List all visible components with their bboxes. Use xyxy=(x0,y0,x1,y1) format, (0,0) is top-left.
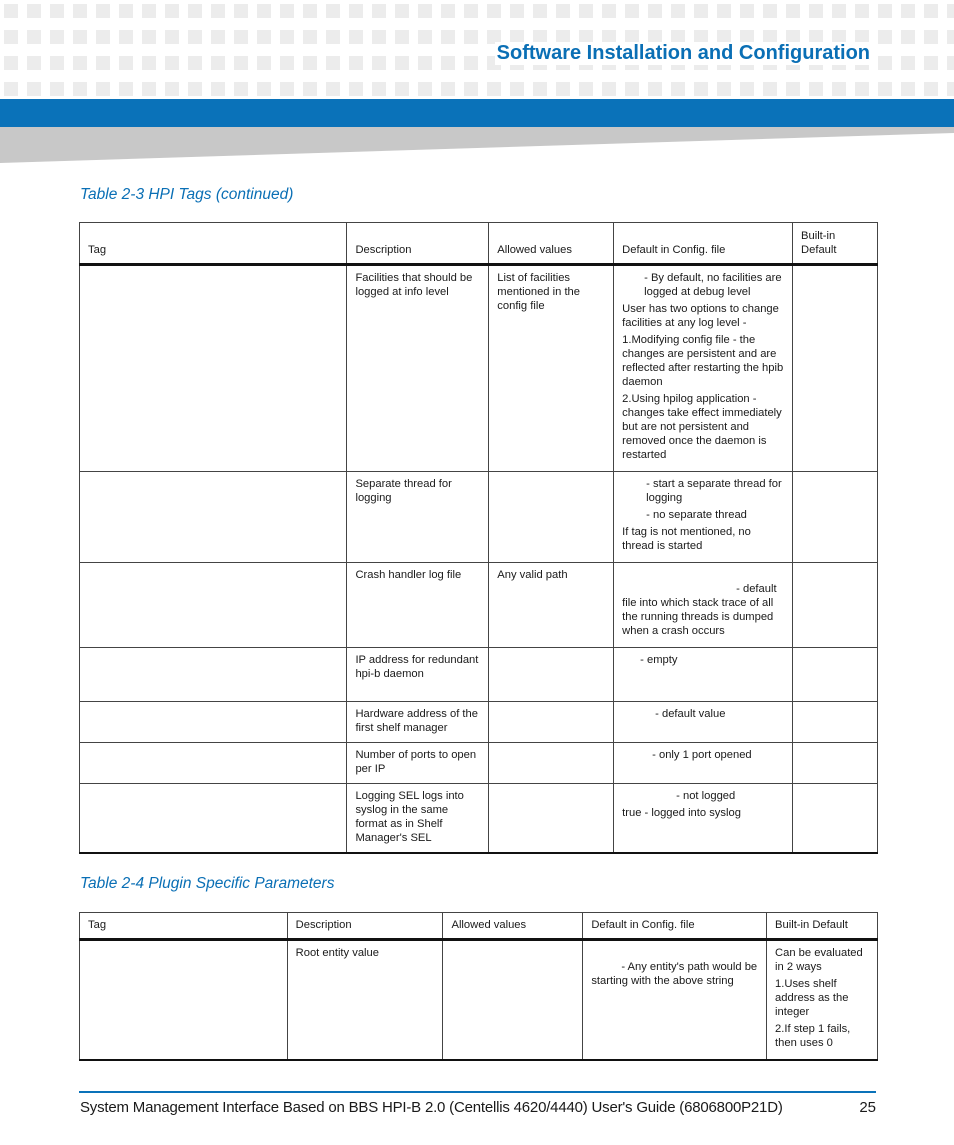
cell-default xyxy=(614,743,793,784)
cell-default xyxy=(614,648,793,702)
header-pattern-square xyxy=(234,4,248,18)
header-pattern-square xyxy=(694,4,708,18)
cell-allowed xyxy=(489,743,614,784)
cell-tag xyxy=(80,648,347,702)
cell-allowed xyxy=(489,648,614,702)
header-pattern-square xyxy=(441,82,455,96)
header-pattern-square xyxy=(487,82,501,96)
table3-col-description: Description xyxy=(347,223,489,265)
default-line: true - logged into syslog xyxy=(622,807,741,819)
header-pattern-square xyxy=(464,82,478,96)
header-pattern-square xyxy=(188,4,202,18)
header-pattern-square xyxy=(96,4,110,18)
header-pattern-square xyxy=(349,56,363,70)
default-line: - Any entity's path would be starting with the above string xyxy=(591,961,758,987)
table3-col-default: Default in Config. file xyxy=(614,223,793,265)
cell-allowed xyxy=(443,940,583,1061)
cell-builtin xyxy=(793,784,878,853)
cell-default xyxy=(614,702,793,743)
table-row xyxy=(80,265,878,472)
header-pattern-square xyxy=(349,4,363,18)
header-pattern-square xyxy=(27,4,41,18)
header-pattern-square xyxy=(395,82,409,96)
header-pattern-square xyxy=(50,82,64,96)
header-pattern-square xyxy=(234,56,248,70)
default-line: - By default, no facilities are logged at debug level xyxy=(644,272,782,298)
cell-description: Separate thread for logging xyxy=(347,472,489,563)
table3-caption: Table 2-3 HPI Tags (continued) xyxy=(80,186,294,203)
header-pattern-square xyxy=(257,4,271,18)
header-pattern-square xyxy=(671,82,685,96)
header-pattern-square xyxy=(855,4,869,18)
header-pattern-square xyxy=(280,30,294,44)
header-pattern-square xyxy=(901,30,915,44)
header-pattern-square xyxy=(4,4,18,18)
header-pattern-square xyxy=(211,56,225,70)
default-line: - not logged xyxy=(676,790,736,802)
header-pattern-square xyxy=(947,56,954,70)
table4-col-builtin: Built-in Default xyxy=(767,913,878,940)
header-pattern-square xyxy=(326,4,340,18)
header-pattern-square xyxy=(924,56,938,70)
header-pattern-square xyxy=(809,82,823,96)
header-pattern-square xyxy=(441,4,455,18)
header-pattern-square xyxy=(878,82,892,96)
header-pattern-square xyxy=(602,4,616,18)
default-line: User has two options to change facilities at any log level - xyxy=(622,303,779,329)
header-pattern-square xyxy=(303,82,317,96)
header-pattern-square xyxy=(901,56,915,70)
header-pattern-square xyxy=(326,82,340,96)
table3-col-tag: Tag xyxy=(80,223,347,265)
table-row xyxy=(80,648,878,702)
header-pattern-square xyxy=(464,30,478,44)
cell-default xyxy=(614,784,793,853)
default-line: - no separate thread xyxy=(646,509,747,521)
header-pattern-square xyxy=(441,56,455,70)
cell-builtin xyxy=(767,940,878,1061)
header-pattern-square xyxy=(4,82,18,96)
header-pattern-square xyxy=(73,56,87,70)
cell-description: Root entity value xyxy=(287,940,443,1061)
header-pattern-square xyxy=(901,4,915,18)
header-pattern-square xyxy=(142,56,156,70)
header-pattern-square xyxy=(165,82,179,96)
header-pattern-square xyxy=(119,30,133,44)
table4-caption: Table 2-4 Plugin Specific Parameters xyxy=(80,875,335,892)
header-grey-wedge xyxy=(0,127,954,163)
header-pattern-square xyxy=(50,30,64,44)
header-pattern-square xyxy=(188,56,202,70)
header-pattern-square xyxy=(372,82,386,96)
header-pattern-square xyxy=(142,4,156,18)
cell-description: Hardware address of the first shelf manager xyxy=(347,702,489,743)
default-line: - default value xyxy=(655,708,726,720)
builtin-line: Can be evaluated in 2 ways xyxy=(775,947,863,973)
table3-header-row xyxy=(80,223,878,265)
header-pattern-square xyxy=(349,30,363,44)
header-pattern-square xyxy=(349,82,363,96)
table3-col-allowed: Allowed values xyxy=(489,223,614,265)
header-pattern-square xyxy=(809,4,823,18)
header-pattern-square xyxy=(27,82,41,96)
table-row xyxy=(80,940,878,1061)
header-pattern-square xyxy=(464,4,478,18)
cell-description: Number of ports to open per IP xyxy=(347,743,489,784)
table-row xyxy=(80,702,878,743)
header-pattern-square xyxy=(165,30,179,44)
header-pattern-square xyxy=(211,82,225,96)
header-pattern-square xyxy=(694,82,708,96)
builtin-line: 2.If step 1 fails, then uses 0 xyxy=(775,1023,851,1049)
header-pattern-square xyxy=(648,4,662,18)
table-row xyxy=(80,784,878,853)
cell-description: Logging SEL logs into syslog in the same format as in Shelf Manager's SEL xyxy=(347,784,489,853)
cell-tag xyxy=(80,940,288,1061)
header-pattern-square xyxy=(165,56,179,70)
cell-description: Facilities that should be logged at info level xyxy=(347,265,489,472)
header-pattern-square xyxy=(533,82,547,96)
header-pattern-square xyxy=(510,82,524,96)
table4-col-allowed: Allowed values xyxy=(443,913,583,940)
header-pattern-square xyxy=(211,30,225,44)
header-pattern-square xyxy=(671,4,685,18)
cell-allowed: Any valid path xyxy=(489,563,614,648)
header-pattern-square xyxy=(717,4,731,18)
header-pattern-square xyxy=(280,56,294,70)
header-pattern-square xyxy=(188,30,202,44)
cell-builtin xyxy=(793,743,878,784)
header-pattern-square xyxy=(395,30,409,44)
header-pattern-square xyxy=(257,56,271,70)
header-pattern-square xyxy=(924,4,938,18)
cell-tag xyxy=(80,784,347,853)
header-pattern-square xyxy=(602,82,616,96)
header-pattern-square xyxy=(234,30,248,44)
header-pattern-square xyxy=(648,82,662,96)
header-pattern-square xyxy=(878,56,892,70)
header-pattern-square xyxy=(119,56,133,70)
default-line: 2.Using hpilog application - changes take effect immediately but are not persistent and removed once the daemon is restarted xyxy=(622,393,782,461)
header-pattern-square xyxy=(73,82,87,96)
header-pattern-square xyxy=(188,82,202,96)
default-line: If tag is not mentioned, no thread is started xyxy=(622,526,751,552)
cell-builtin xyxy=(793,702,878,743)
table-row xyxy=(80,743,878,784)
header-pattern-square xyxy=(418,56,432,70)
header-pattern-square xyxy=(418,30,432,44)
builtin-line: 1.Uses shelf address as the integer xyxy=(775,978,849,1018)
header-pattern-square xyxy=(234,82,248,96)
header-pattern-square xyxy=(326,56,340,70)
header-pattern-square xyxy=(73,30,87,44)
header-pattern-square xyxy=(280,4,294,18)
table4-header-row xyxy=(80,913,878,940)
header-pattern-square xyxy=(257,30,271,44)
cell-default xyxy=(614,265,793,472)
header-pattern-square xyxy=(27,56,41,70)
cell-builtin xyxy=(793,563,878,648)
default-line: - empty xyxy=(640,654,678,666)
header-pattern-square xyxy=(855,82,869,96)
header-pattern-square xyxy=(441,30,455,44)
header-pattern-square xyxy=(418,82,432,96)
cell-allowed xyxy=(489,472,614,563)
page-number: 25 xyxy=(859,1099,876,1116)
cell-builtin xyxy=(793,648,878,702)
table4-col-default: Default in Config. file xyxy=(583,913,767,940)
cell-allowed xyxy=(489,702,614,743)
footer-rule xyxy=(79,1091,876,1093)
header-pattern-square xyxy=(878,4,892,18)
header-pattern-square xyxy=(579,4,593,18)
header-pattern-square xyxy=(832,82,846,96)
header-pattern-square xyxy=(625,82,639,96)
table4-col-description: Description xyxy=(287,913,443,940)
header-pattern-square xyxy=(579,82,593,96)
header-pattern-square xyxy=(4,56,18,70)
cell-default xyxy=(614,563,793,648)
header-pattern-square xyxy=(717,82,731,96)
header-pattern-square xyxy=(96,56,110,70)
header-pattern-square xyxy=(740,4,754,18)
header-pattern-square xyxy=(832,4,846,18)
header-pattern-square xyxy=(27,30,41,44)
table3 xyxy=(79,222,878,854)
header-pattern-square xyxy=(556,82,570,96)
cell-builtin xyxy=(793,265,878,472)
header-pattern-square xyxy=(142,82,156,96)
footer-document-title: System Management Interface Based on BBS HPI-B 2.0 (Centellis 4620/4440) User's Guide (6806800P21D) xyxy=(80,1099,783,1116)
cell-builtin xyxy=(793,472,878,563)
header-pattern-square xyxy=(119,82,133,96)
cell-description: Crash handler log file xyxy=(347,563,489,648)
default-line: 1.Modifying config file - the changes are persistent and are reflected after restarting the hpib daemon xyxy=(622,334,784,388)
cell-default xyxy=(614,472,793,563)
header-pattern-square xyxy=(73,4,87,18)
header-pattern-square xyxy=(303,30,317,44)
cell-allowed xyxy=(489,784,614,853)
default-line: - only 1 port opened xyxy=(652,749,752,761)
table4 xyxy=(79,912,878,1061)
header-pattern-square xyxy=(510,4,524,18)
header-pattern-square xyxy=(395,56,409,70)
header-pattern-square xyxy=(625,4,639,18)
header-pattern-square xyxy=(96,30,110,44)
page-section-title: Software Installation and Configuration xyxy=(496,42,870,64)
cell-tag xyxy=(80,265,347,472)
header-pattern-square xyxy=(119,4,133,18)
header-pattern-square xyxy=(878,30,892,44)
cell-allowed: List of facilities mentioned in the config file xyxy=(489,265,614,472)
header-pattern-square xyxy=(257,82,271,96)
default-line: - default file into which stack trace of all the running threads is dumped when a crash occurs xyxy=(622,583,777,637)
cell-tag xyxy=(80,472,347,563)
cell-tag xyxy=(80,702,347,743)
header-blue-band xyxy=(0,99,954,127)
cell-tag xyxy=(80,743,347,784)
header-pattern-square xyxy=(763,4,777,18)
header-pattern-square xyxy=(533,4,547,18)
header-pattern-square xyxy=(556,4,570,18)
header-pattern-square xyxy=(924,30,938,44)
cell-default xyxy=(583,940,767,1061)
header-pattern-square xyxy=(418,4,432,18)
header-pattern-square xyxy=(4,30,18,44)
header-pattern-square xyxy=(786,4,800,18)
default-line: - start a separate thread for logging xyxy=(646,478,782,504)
header-pattern-square xyxy=(211,4,225,18)
header-pattern-square xyxy=(487,4,501,18)
header-pattern-square xyxy=(372,56,386,70)
header-pattern-square xyxy=(326,30,340,44)
header-pattern-square xyxy=(142,30,156,44)
header-pattern-square xyxy=(924,82,938,96)
header-pattern-square xyxy=(740,82,754,96)
table3-col-builtin: Built-in Default xyxy=(793,223,878,265)
header-pattern-square xyxy=(464,56,478,70)
header-pattern-square xyxy=(50,4,64,18)
table-row xyxy=(80,563,878,648)
cell-description: IP address for redundant hpi-b daemon xyxy=(347,648,489,702)
header-pattern-square xyxy=(372,30,386,44)
header-pattern-square xyxy=(947,30,954,44)
header-pattern-square xyxy=(947,82,954,96)
table4-col-tag: Tag xyxy=(80,913,288,940)
header-pattern-square xyxy=(372,4,386,18)
header-pattern-square xyxy=(303,56,317,70)
header-pattern-square xyxy=(901,82,915,96)
header-pattern-square xyxy=(96,82,110,96)
header-pattern-square xyxy=(763,82,777,96)
header-pattern-square xyxy=(280,82,294,96)
header-pattern-square xyxy=(395,4,409,18)
header-pattern-square xyxy=(303,4,317,18)
table-row xyxy=(80,472,878,563)
header-pattern-square xyxy=(786,82,800,96)
cell-tag xyxy=(80,563,347,648)
header-pattern-square xyxy=(947,4,954,18)
header-pattern-square xyxy=(50,56,64,70)
header-pattern-square xyxy=(165,4,179,18)
